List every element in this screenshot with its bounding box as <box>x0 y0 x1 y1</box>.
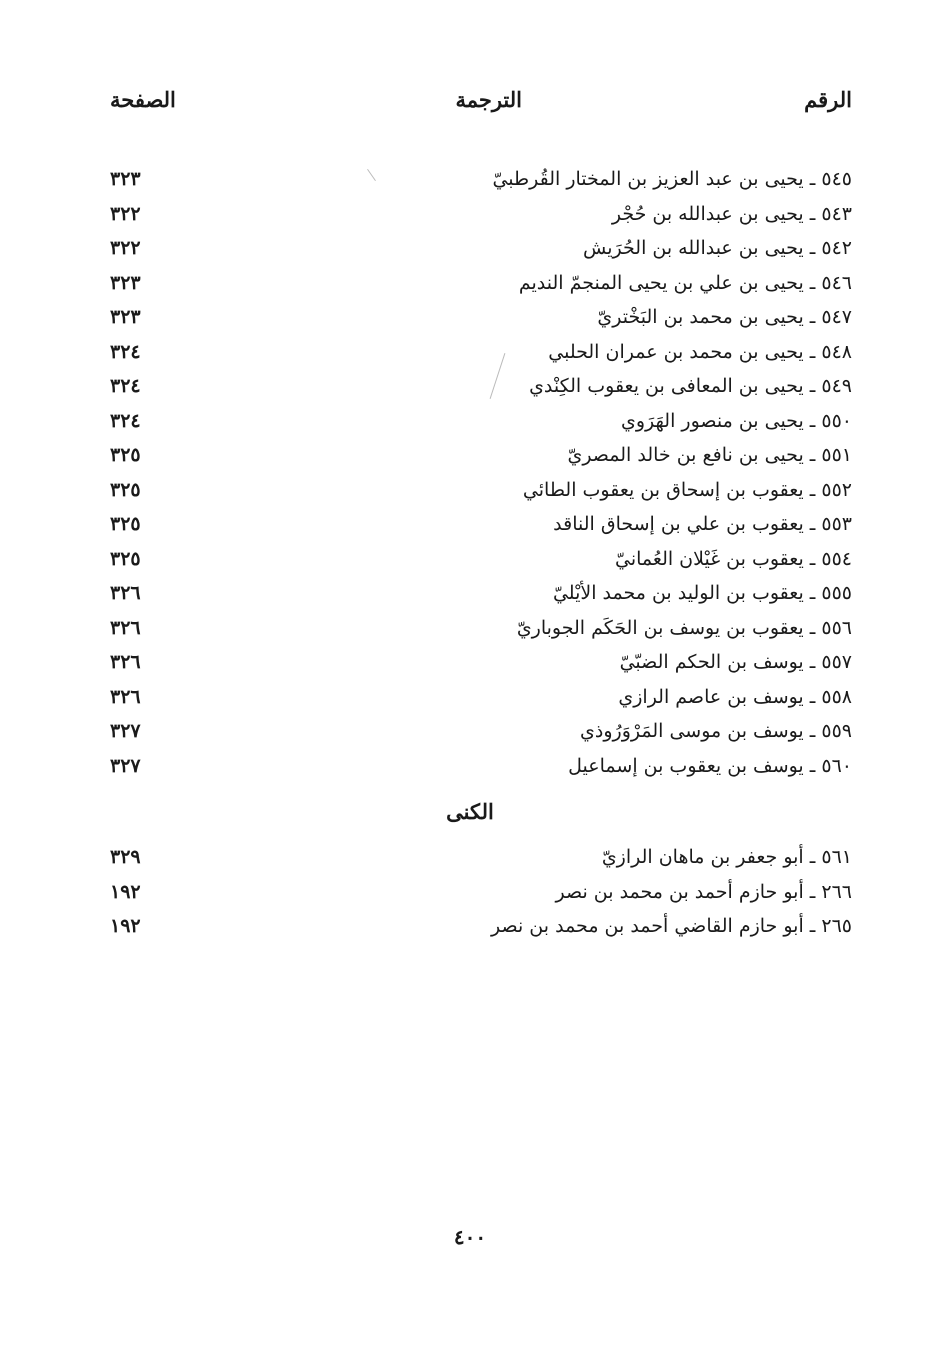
entry-title: ٥٥٨ ـ يوسف بن عاصم الرازي <box>618 685 852 708</box>
entry-page-number: ٣٢٣ <box>110 168 141 190</box>
entry-page-number: ٣٢٣ <box>110 306 141 328</box>
index-entry-row <box>100 507 852 542</box>
index-entry-row <box>100 611 852 646</box>
entry-page-number: ٣٢٧ <box>110 720 141 742</box>
page-column-heading: الصفحة <box>110 87 176 112</box>
entry-title: ٥٤٢ ـ يحيى بن عبدالله بن الحُرَيش <box>583 237 852 259</box>
entry-page-number: ٣٢٤ <box>110 340 141 363</box>
page-number: ٤٠٠ <box>453 1225 487 1249</box>
index-entry-row <box>100 300 852 335</box>
entry-page-number: ٣٢٩ <box>110 846 141 868</box>
entry-page-number: ٣٢٢ <box>110 202 141 225</box>
entry-page-number: ٣٢٤ <box>110 409 141 432</box>
index-entry-row <box>100 473 852 508</box>
entry-page-number: ٣٢٥ <box>110 478 141 501</box>
index-entry-row <box>100 197 852 232</box>
index-entry-row <box>100 680 852 715</box>
entry-title: ٥٤٨ ـ يحيى بن محمد بن عمران الحلبي <box>548 340 852 363</box>
column-header <box>100 84 852 116</box>
index-entry-row <box>100 714 852 749</box>
entry-page-number: ٣٢٥ <box>110 444 141 466</box>
entry-page-number: ٣٢٦ <box>110 582 141 604</box>
entry-title: ٥٥٥ ـ يعقوب بن الوليد بن محمد الأيْليّ <box>552 582 852 604</box>
index-entry-row <box>100 645 852 680</box>
entry-title: ٥٤٣ ـ يحيى بن عبدالله بن حُجْر <box>611 202 852 225</box>
entry-page-number: ٣٢٥ <box>110 513 141 535</box>
index-entry-row <box>100 542 852 577</box>
entry-page-number: ٣٢٦ <box>110 616 141 639</box>
entry-title: ٢٦٦ ـ أبو حازم أحمد بن محمد بن نصر <box>555 880 852 903</box>
entry-page-number: ٣٢٣ <box>110 271 141 294</box>
index-entry-row <box>100 231 852 266</box>
entry-title: ٥٥٧ ـ يوسف بن الحكم الضبّيّ <box>619 651 852 673</box>
index-entry-row <box>100 438 852 473</box>
entry-page-number: ١٩٢ <box>110 880 141 903</box>
entry-title: ٥٥٦ ـ يعقوب بن يوسف بن الحَكَم الجوباريّ <box>516 616 852 639</box>
entry-page-number: ٣٢٧ <box>110 754 141 777</box>
index-entry-row <box>100 335 852 370</box>
entry-page-number: ٣٢٢ <box>110 237 141 259</box>
entry-title: ٥٥٠ ـ يحيى بن منصور الهَرَوي <box>621 409 852 432</box>
entry-title: ٥٤٦ ـ يحيى بن علي بن يحيى المنجمّ النديم <box>518 271 852 294</box>
section-heading-kunya: الكنى <box>446 799 494 824</box>
entry-title: ٥٤٥ ـ يحيى بن عبد العزيز بن المختار القُرطبيّ <box>492 168 852 190</box>
index-entry-row <box>100 404 852 439</box>
index-entry-row <box>100 266 852 301</box>
entry-title: ٥٦٠ ـ يوسف بن يعقوب بن إسماعيل <box>568 754 852 777</box>
index-entry-row <box>100 840 852 875</box>
index-entry-row <box>100 875 852 910</box>
entry-title: ٥٥٣ ـ يعقوب بن علي بن إسحاق الناقد <box>553 513 852 535</box>
entry-title: ٥٥٤ ـ يعقوب بن غَيْلان العُمانيّ <box>615 547 852 570</box>
entry-page-number: ٣٢٥ <box>110 547 141 570</box>
index-entry-row <box>100 162 852 197</box>
entry-page-number: ٣٢٦ <box>110 685 141 708</box>
entry-title: ٥٥٢ ـ يعقوب بن إسحاق بن يعقوب الطائي <box>522 478 852 501</box>
biography-column-heading: الترجمة <box>455 87 522 112</box>
entry-page-number: ٣٢٤ <box>110 375 141 397</box>
entry-title: ٥٥١ ـ يحيى بن نافع بن خالد المصريّ <box>567 444 852 466</box>
entry-title: ٥٦١ ـ أبو جعفر بن ماهان الرازيّ <box>601 846 852 868</box>
entry-title: ٢٦٥ ـ أبو حازم القاضي أحمد بن محمد بن نصر <box>491 915 852 937</box>
index-entry-row <box>100 369 852 404</box>
number-column-heading: الرقم <box>804 87 852 112</box>
entry-page-number: ١٩٢ <box>110 915 141 937</box>
index-entry-row <box>100 749 852 784</box>
entry-title: ٥٤٩ ـ يحيى بن المعافى بن يعقوب الكِنْدي <box>529 375 852 397</box>
index-entry-row <box>100 576 852 611</box>
entry-title: ٥٤٧ ـ يحيى بن محمد بن البَخْتريّ <box>597 306 852 328</box>
entry-page-number: ٣٢٦ <box>110 651 141 673</box>
index-entry-row <box>100 909 852 944</box>
entry-title: ٥٥٩ ـ يوسف بن موسى المَرْوَرُوذي <box>580 720 852 742</box>
